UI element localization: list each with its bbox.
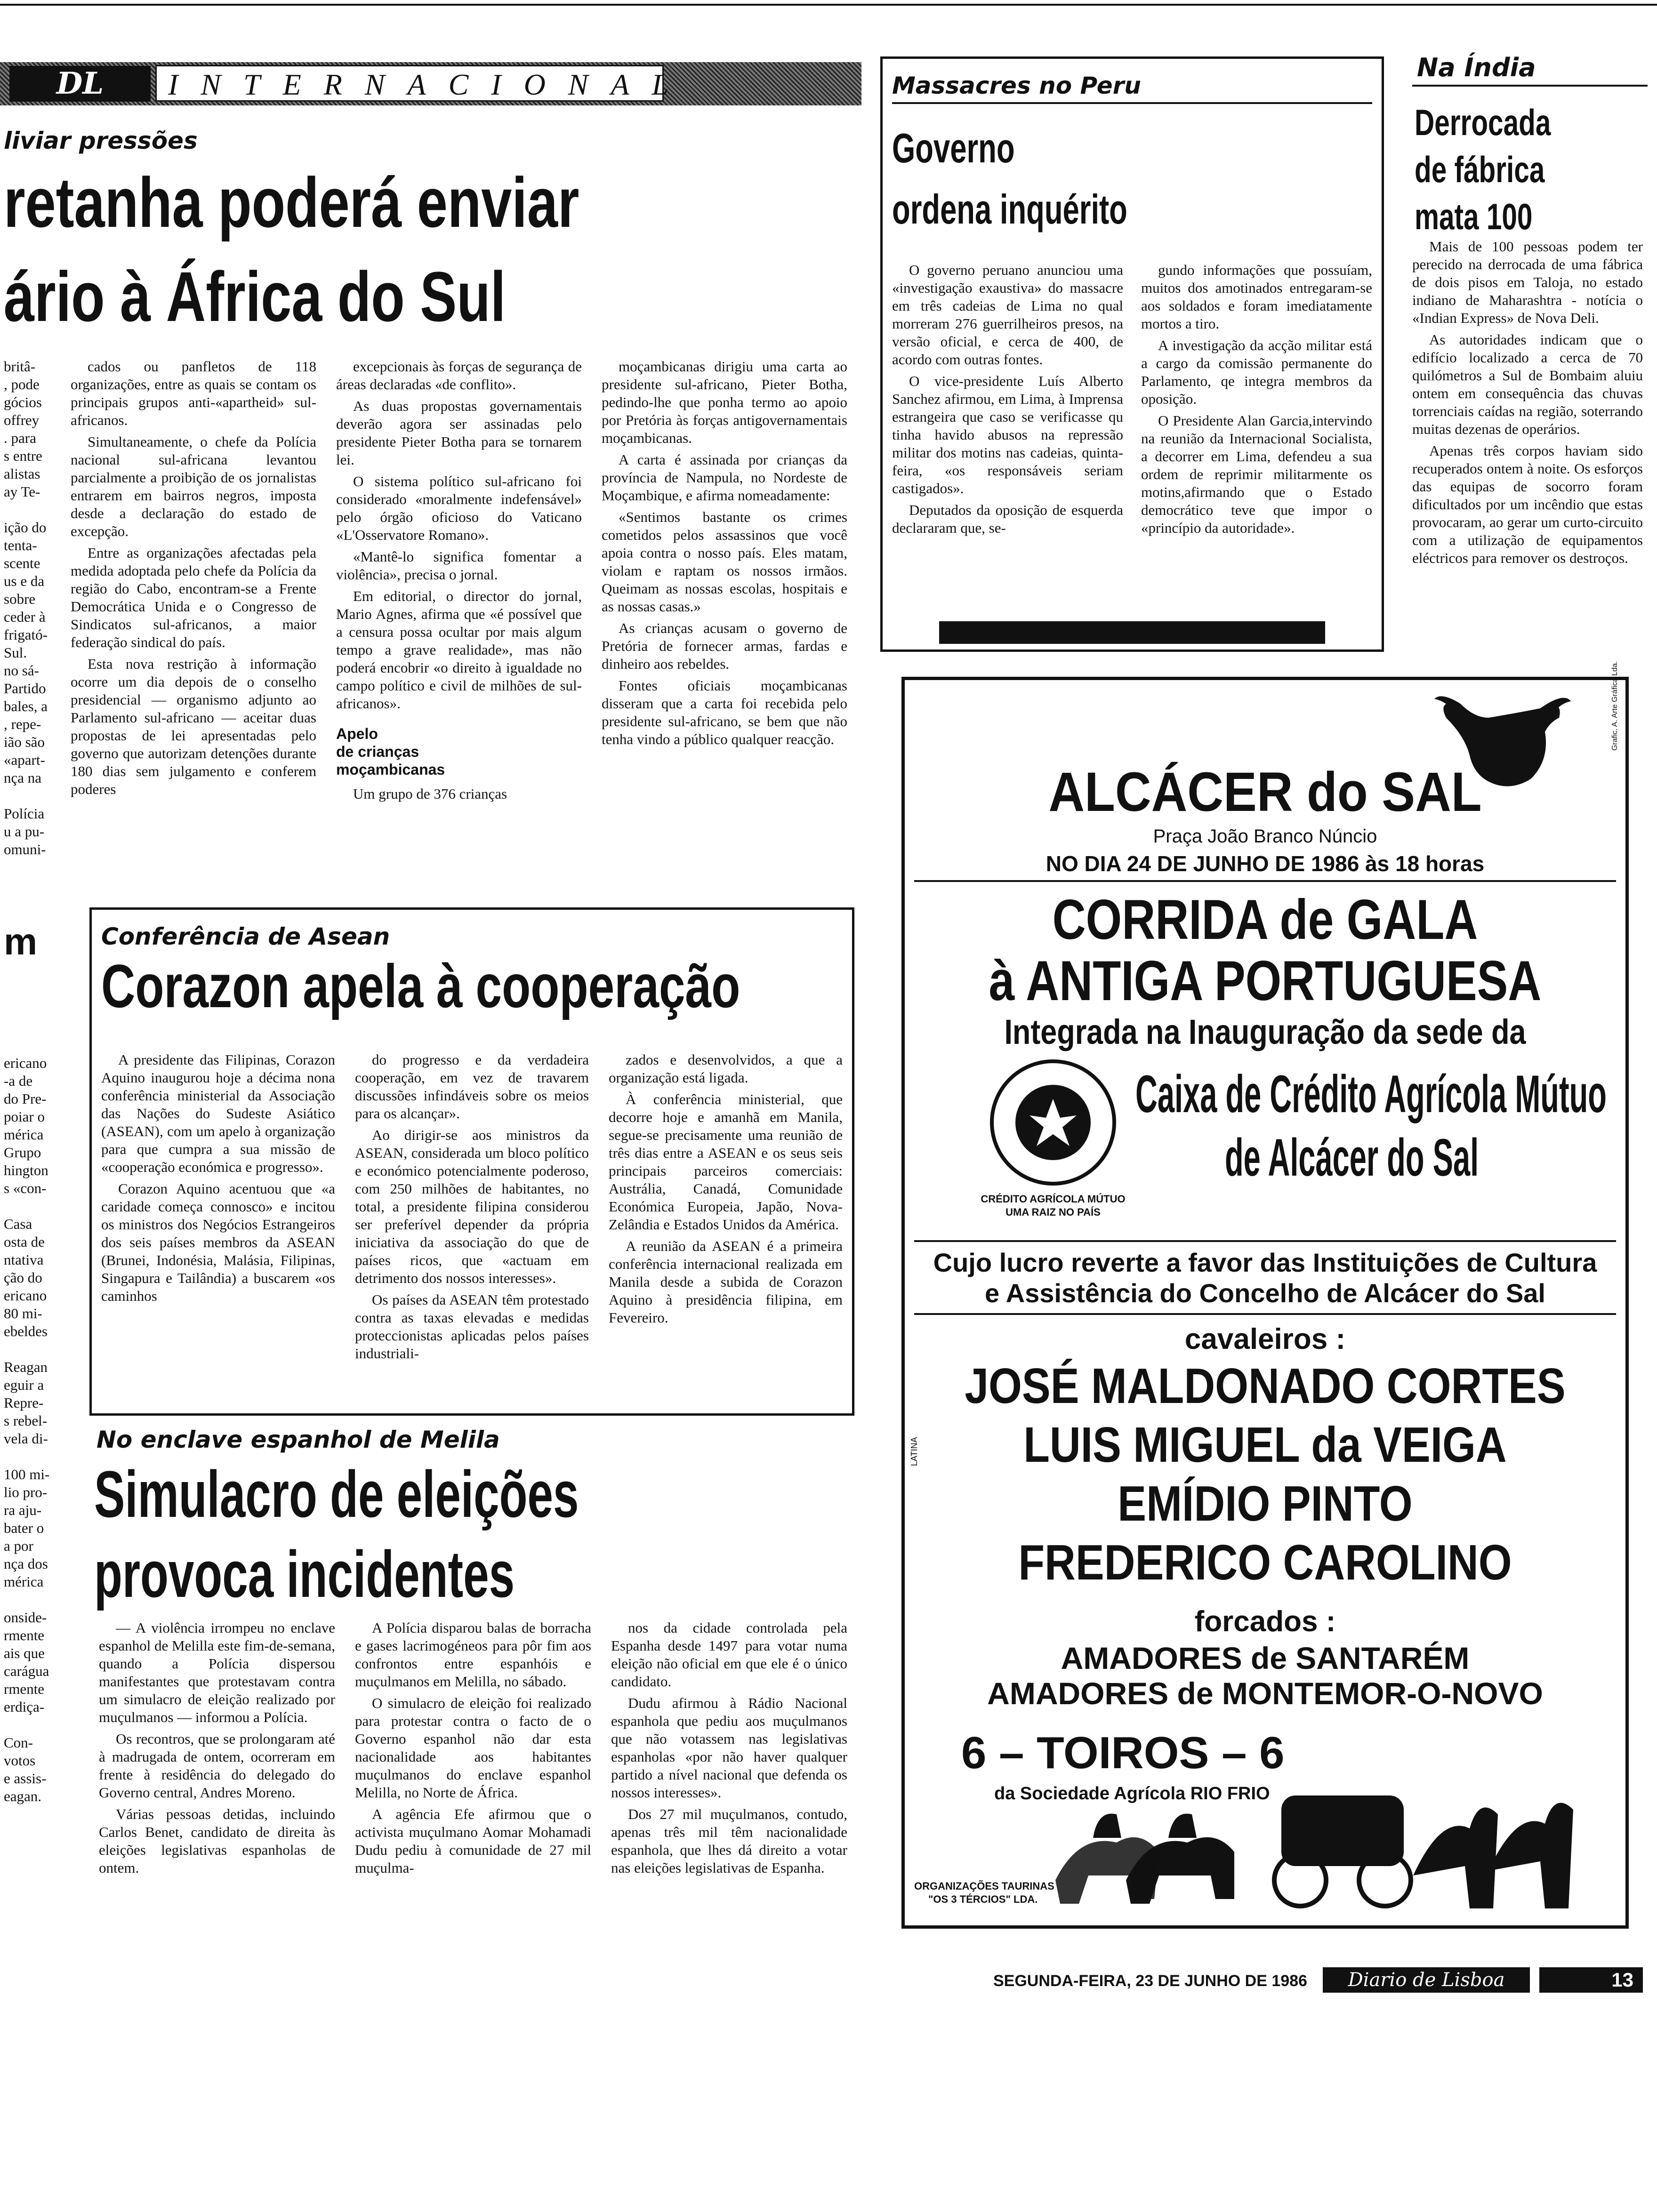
lead-col-2 xyxy=(336,358,582,803)
lead-subhead xyxy=(336,725,582,778)
paragraph: Mais de 100 pessoas podem ter perecido na derrocada de uma fábrica de dois pisos em Taloja, no estado indiano de Maharashtra - notícia o «Indian Express» de Nova Deli. xyxy=(1412,238,1643,326)
paragraph: A Polícia disparou balas de borracha e gases lacrimogéneos para pôr fim aos confrontos entre espanhóis e muçulmanos em Melilla, no sábado. xyxy=(355,1619,591,1690)
ad-rule xyxy=(914,880,1616,882)
lead-kicker: liviar pressões xyxy=(4,127,198,154)
ad-ranch: da Sociedade Agrícola RIO FRIO xyxy=(994,1784,1270,1803)
ad-cavaleiro: FREDERICO CAROLINO xyxy=(1018,1535,1512,1590)
paragraph: «Mantê-lo significa fomentar a violência», precisa o jornal. xyxy=(336,548,582,583)
paragraph: A investigação da acção militar está a cargo da comissão permanente do Parlamento, qe integra membros da oposição. xyxy=(1141,337,1372,407)
ad-profit-2: e Assistência do Concelho de Alcácer do Sal xyxy=(985,1278,1545,1308)
paragraph: As crianças acusam o governo de Pretória de fornecer armas, fardas e dinheiro aos rebeldes. xyxy=(602,620,847,672)
paragraph: Os recontros, que se prolongaram até à madrugada de ontem, ocorreram em frente à residência do delegado do Governo central, Andres Moreno. xyxy=(99,1731,335,1801)
melila-col-2 xyxy=(355,1619,591,1877)
peru-headline-line1: Governo xyxy=(892,125,1015,171)
peru-kicker: Massacres no Peru xyxy=(892,72,1141,99)
india-kicker: Na Índia xyxy=(1417,53,1536,82)
asean-headline: Corazon apela à cooperação xyxy=(101,952,740,1020)
lead-headline-line1: retanha poderá enviar xyxy=(4,163,579,242)
paragraph: «Sentimos bastante os crimes cometidos pelos assassinos que você apoia contra o nosso país. Eles matam, violam e raptam os nossos irmãos. Queimam as nossas escolas, hospitais e as nossas casas.» xyxy=(602,509,847,615)
peru-box xyxy=(880,56,1384,652)
melila-kicker: No enclave espanhol de Melila xyxy=(97,1426,500,1453)
peru-black-bar xyxy=(939,621,1325,644)
melila-headline-line1: Simulacro de eleições xyxy=(94,1457,579,1531)
paragraph: Em editorial, o director do jornal, Mario Agnes, afirma que «é possível que a censura possa ocultar por mais algum tempo a grave realidade», mas não poderá encobrir «o direito à igualdade no campo político e civil de milhões de sul-africanos». xyxy=(336,588,582,712)
paragraph: Simultaneamente, o chefe da Polícia nacional sul-africana levantou parcialmente a proibição de os jornalistas entrarem em bairros negros, imposta desde a declaração do estado de excepção. xyxy=(71,433,316,539)
ad-cavaleiro: EMÍDIO PINTO xyxy=(1118,1476,1413,1531)
paragraph: Deputados da oposição de esquerda declararam que, se- xyxy=(892,502,1123,536)
melila-body xyxy=(99,1619,847,1877)
paragraph: O sistema político sul-africano foi considerado «moralmente indefensável» pelo órgão oficioso do Vaticano «L'Osservatore Romano». xyxy=(336,473,582,543)
ad-cavaleiro: JOSÉ MALDONADO CORTES xyxy=(965,1358,1566,1414)
paragraph: — A violência irrompeu no enclave espanhol de Melilla este fim-de-semana, quando a Polícia dispersou manifestantes que protestavam contra um simulacro de eleição realizado por muçulmanos — informou a Polícia. xyxy=(99,1619,335,1725)
ad-forcados-label: forcados : xyxy=(1194,1605,1336,1638)
ad-title-1: CORRIDA de GALA xyxy=(1052,888,1478,951)
paragraph: moçambicanas dirigiu uma carta ao presidente sul-africano, Pieter Botha, pedindo-lhe que ponha termo ao apoio por Pretória às forças antigovernamentais moçambicanas. xyxy=(602,358,847,446)
paragraph: cados ou panfletos de 118 organizações, entre as quais se contam os principais grupos anti-«apartheid» sul-africanos. xyxy=(71,358,316,428)
asean-col-3 xyxy=(609,1051,843,1362)
melila-headline-line2: provoca incidentes xyxy=(94,1537,515,1611)
seal-bottom-text: UMA RAIZ NO PAÍS xyxy=(1005,1206,1101,1218)
peru-headline-line2: ordena inquérito xyxy=(892,186,1127,232)
india-rule xyxy=(1412,85,1648,87)
melila-col-1 xyxy=(99,1619,335,1877)
dl-logo: DL xyxy=(9,66,151,102)
paragraph: Os países da ASEAN têm protestado contra as taxas elevadas e medidas proteccionistas aplicadas pelos países industriali- xyxy=(355,1291,589,1362)
left-strip-fragments: ericano -a de do Pre- poiar o mérica Grupo hington s «con- Casa osta de ntativa ção do ericano 80 mi- ebeldes Reagan eguir a Repre- s rebel- vela di- 100 mi- lio pro- ra aju- bater o a por nça dos mérica onside- rmente ais que carágua rmente erdiça- Con- votos e assis- eagan. xyxy=(4,1055,50,1804)
melila-col-3 xyxy=(611,1619,847,1877)
subhead-line: Apelo xyxy=(336,725,378,742)
ad-date: NO DIA 24 DE JUNHO DE 1986 às 18 horas xyxy=(1046,851,1485,876)
ad-cavaleiros-label: cavaleiros : xyxy=(1184,1323,1346,1355)
section-label: INTERNACIONAL xyxy=(155,65,664,102)
credito-agricola-seal-icon xyxy=(987,1057,1119,1188)
ad-credit: Grafic. A. Arte Gráfica Lda. xyxy=(1611,661,1619,751)
paragraph: A carta é assinada por crianças da província de Nampula, no Nordeste de Moçambique, e afirma nomeadamente: xyxy=(602,451,847,504)
peru-rule xyxy=(892,102,1372,104)
horse-carriage-illustration-icon xyxy=(971,1758,1601,1913)
left-strip-letter: m xyxy=(4,921,38,962)
paragraph: A agência Efe afirmou que o activista muçulmano Aomar Mohamadi Dudu pediu à comunidade de 27 mil muçulma- xyxy=(355,1806,591,1876)
lead-left-fragments: britâ- , pode gócios offrey . para s entre alistas ay Te- ição do tenta- scente us e da sobre ceder à frigató- Sul. no sá- Partido bales, a , repe- ião são «apart- nça na Polícia u a pu- omuni- xyxy=(4,358,48,858)
asean-col-1 xyxy=(101,1051,335,1362)
paragraph: do progresso e da verdadeira cooperação, em vez de travarem discussões infindáveis sobre os meios para os alcançar». xyxy=(355,1051,589,1122)
paragraph: Corazon Aquino acentuou que «a caridade começa connosco» e incitou os ministros dos Negócios Estrangeiros dos seis países membros da ASEAN (Brunei, Indonésia, Malásia, Filipinas, Singapura e Tailândia) a buscarem «os caminhos xyxy=(101,1180,335,1304)
ad-bank-1: Caixa de Crédito Agrícola Mútuo xyxy=(1135,1065,1607,1123)
ad-latina: LATINA xyxy=(909,1437,919,1466)
asean-col-2 xyxy=(355,1051,589,1362)
paragraph: Entre as organizações afectadas pela medida adoptada pelo chefe da Polícia da região do Cabo, encontram-se a Frente Democrática Unida e o Congresso de Sindicatos sul-africanos, a maior federação sindical do país. xyxy=(71,545,316,650)
paragraph: Dos 27 mil muçulmanos, contudo, apenas três mil têm nacionalidade espanhola, que lhes dá direito a votar nas eleições legislativas de Espanha. xyxy=(611,1806,847,1876)
paragraph: Um grupo de 376 crianças xyxy=(353,785,507,802)
bullfight-ad xyxy=(901,661,1629,1929)
paragraph: Várias pessoas detidas, incluindo Carlos Benet, candidato de direita às eleições legislativas espanholas de ontem. xyxy=(99,1806,335,1876)
ad-rule xyxy=(914,1313,1616,1315)
paragraph: O simulacro de eleição foi realizado para protestar contra o facto de o Governo espanhol não dar esta nacionalidade aos habitantes muçulmanos do enclave espanhol Melilla, no Norte de África. xyxy=(355,1695,591,1801)
lead-col-1 xyxy=(71,358,316,803)
paragraph: Esta nova restrição à informação ocorre um dia depois de o conselho presidencial — organismo adjunto ao Parlamento sul-africano — aceitar duas propostas de lei apresentadas pelo governo que autorizam detenções durante 180 dias sem julgamento e conferem poderes xyxy=(71,656,316,797)
india-headline-line1: Derrocada xyxy=(1415,102,1551,143)
ad-rule xyxy=(914,1240,1616,1242)
ad-toiros: 6 – TOIROS – 6 xyxy=(961,1728,1285,1778)
paragraph: Dudu afirmou à Rádio Nacional espanhola que pediu aos muçulmanos que não votassem nas legislativas espanholas «por não haver qualquer partido a nível nacional que defenda os nossos interesses». xyxy=(611,1695,847,1801)
section-banner xyxy=(0,62,861,105)
paragraph: As duas propostas governamentais deverão agora ser assinadas pelo presidente Pieter Botha para se tornarem lei. xyxy=(336,398,582,468)
ad-title-2: à ANTIGA PORTUGUESA xyxy=(989,949,1542,1012)
ad-forcado: AMADORES de SANTARÉM xyxy=(1061,1641,1470,1675)
paragraph: O governo peruano anunciou uma «investigação exaustiva» do massacre em três cadeias de Lima no qual morreram 276 guerrilheiros presos, na versão oficial, e cerca de 400, de acordo com outras fontes. xyxy=(892,262,1123,368)
ad-place: ALCÁCER do SAL xyxy=(1048,761,1482,823)
ad-org-2: "OS 3 TÉRCIOS" LDA. xyxy=(928,1893,1038,1905)
asean-box xyxy=(89,907,854,1416)
asean-body xyxy=(101,1051,843,1362)
peru-col-2 xyxy=(1141,261,1372,537)
lead-body xyxy=(71,358,847,803)
footer-date: SEGUNDA-FEIRA, 23 DE JUNHO DE 1986 xyxy=(993,1972,1307,1990)
india-headline-line2: de fábrica xyxy=(1415,149,1545,190)
ad-square: Praça João Branco Núncio xyxy=(1153,826,1377,847)
ad-forcado: AMADORES de MONTEMOR-O-NOVO xyxy=(987,1676,1543,1711)
peru-body xyxy=(892,261,1372,537)
lead-col-3 xyxy=(602,358,847,803)
lead-headline-line2: ário à África do Sul xyxy=(4,257,506,336)
paragraph: A reunião da ASEAN é a primeira conferência internacional realizada em Manila desde a subida de Corazon Aquino à presidência filipina, em Fevereiro. xyxy=(609,1238,843,1326)
paragraph: Apenas três corpos haviam sido recuperados ontem à noite. Os esforços das equipas de socorro foram dificultados por um incêndio que estas provocaram, ao gerar um curto-circuito com a utilização de equipamentos eléctricos para remover os destroços. xyxy=(1412,442,1643,566)
asean-kicker: Conferência de Asean xyxy=(101,923,390,950)
paragraph: Ao dirigir-se aos ministros da ASEAN, considerada um bloco político e económico potencialmente poderoso, com 250 milhões de habitantes, no total, a presidente filipina considerou ser preferível depender da própria iniciativa da associação do que de países ricos, que «actuam em detrimento dos nossos interesses». xyxy=(355,1127,589,1286)
paragraph: Fontes oficiais moçambicanas disseram que a carta foi recebida pelo presidente sul-africano, se bem que não tenha vindo a público qualquer reacção. xyxy=(602,677,847,747)
footer-page-number: 13 xyxy=(1539,1967,1643,1993)
ad-cavaleiro: LUIS MIGUEL da VEIGA xyxy=(1023,1417,1507,1473)
paragraph: gundo informações que possuíam, muitos dos amotinados entregaram-se aos soldados e foram imediatamente mortos a tiro. xyxy=(1141,262,1372,332)
ad-profit-1: Cujo lucro reverte a favor das Instituições de Cultura xyxy=(933,1248,1597,1277)
paragraph: À conferência ministerial, que decorre hoje e amanhã em Manila, segue-se precisamente uma reunião de três dias entre a ASEAN e os seus seis principais parceiros comerciais: Austrália, Canadá, Comunidade Económica Europeia, Japão, Nova-Zelândia e Estados Unidos da América. xyxy=(609,1091,843,1233)
paragraph: excepcionais às forças de segurança de áreas declaradas «de conflito». xyxy=(336,358,582,393)
ad-bank-2: de Alcácer do Sal xyxy=(1225,1128,1479,1187)
india-body xyxy=(1412,238,1643,567)
top-rule xyxy=(0,4,1657,6)
paragraph: A presidente das Filipinas, Corazon Aquino inaugurou hoje a décima nona conferência ministerial da Associação das Nações do Sudeste Asiático (ASEAN), com um apelo à organização para que cumpra a sua missão de «cooperação económica e progresso». xyxy=(101,1051,335,1175)
subhead-line: de crianças xyxy=(336,743,419,760)
ad-integrated: Integrada na Inauguração da sede da xyxy=(1004,1012,1526,1051)
footer-paper-name: Diario de Lisboa xyxy=(1323,1967,1530,1993)
subhead-line: moçambicanas xyxy=(336,761,445,778)
paragraph: O vice-presidente Luís Alberto Sanchez afirmou, em Lima, à Imprensa estrangeira que caso se verificasse qu tinha havido abusos na repressão militar dos motins nas cadeias, quinta-feira, «os responsáveis seriam castigados». xyxy=(892,373,1123,497)
paragraph: nos da cidade controlada pela Espanha desde 1497 para votar numa eleição não oficial em que ele é o único candidato. xyxy=(611,1619,847,1690)
paragraph: As autoridades indicam que o edifício localizado a cerca de 70 quilómetros a Sul de Bombaim aluiu ontem em consequência das chuvas torrenciais caídas na região, soterrando muitas dezenas de operários. xyxy=(1412,331,1643,437)
seal-top-text: CRÉDITO AGRÍCOLA MÚTUO xyxy=(981,1193,1126,1205)
paragraph: O Presidente Alan Garcia,intervindo na reunião da Internacional Socialista, a decorrer em Lima, defendeu a sua ordem de reprimir militarmente os motins,afirmando que o Estado democrático teve que impor o «princípio da autoridade». xyxy=(1141,412,1372,536)
india-headline-line3: mata 100 xyxy=(1415,196,1533,237)
paragraph: zados e desenvolvidos, a que a organização está ligada. xyxy=(609,1051,843,1086)
ad-org-1: ORGANIZAÇÕES TAURINAS xyxy=(914,1880,1054,1892)
peru-col-1 xyxy=(892,261,1123,537)
